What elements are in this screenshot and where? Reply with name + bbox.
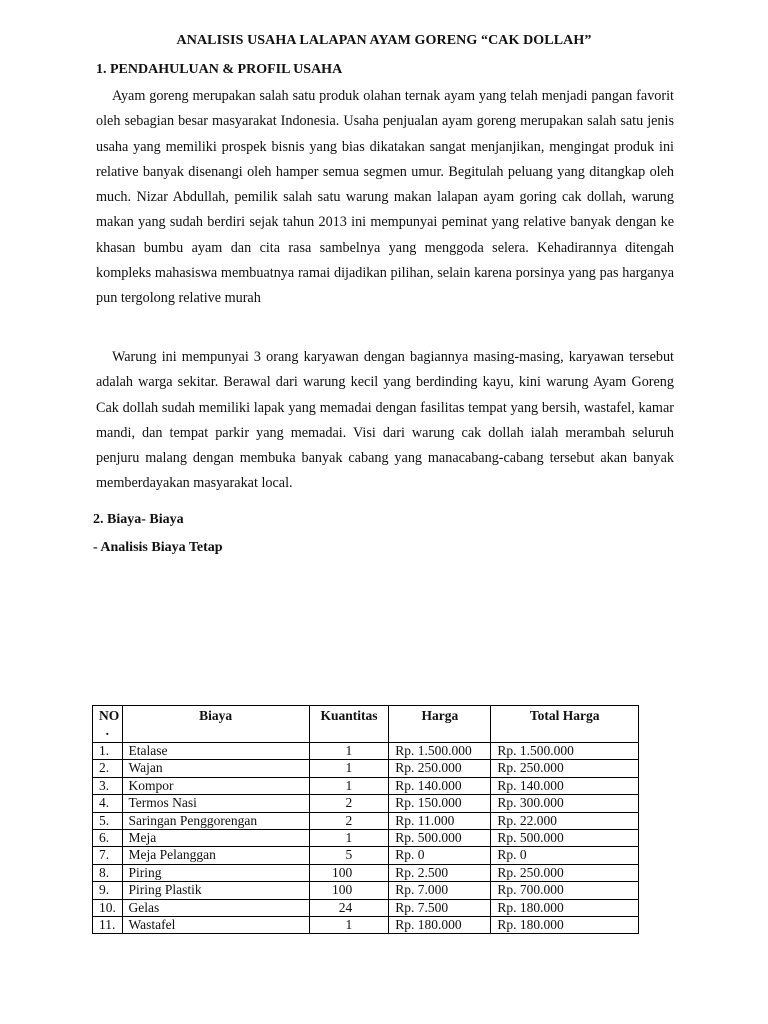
total-price-cell: Rp. 180.000 — [491, 899, 639, 916]
row-number-cell: 2. — [93, 760, 123, 777]
quantity-cell: 100 — [309, 882, 388, 899]
price-cell: Rp. 250.000 — [389, 760, 491, 777]
cost-item-cell: Saringan Penggorengan — [122, 812, 309, 829]
table-row — [93, 899, 639, 916]
quantity-cell: 1 — [309, 829, 388, 846]
quantity-cell: 1 — [309, 916, 388, 933]
quantity-cell: 2 — [309, 812, 388, 829]
total-price-cell: Rp. 180.000 — [491, 916, 639, 933]
cost-item-cell: Wastafel — [122, 916, 309, 933]
row-number-cell: 7. — [93, 847, 123, 864]
table-row — [93, 760, 639, 777]
table-row — [93, 847, 639, 864]
row-number-cell: 8. — [93, 864, 123, 881]
table-row — [93, 829, 639, 846]
price-cell: Rp. 180.000 — [389, 916, 491, 933]
table-row — [93, 882, 639, 899]
table-row — [93, 864, 639, 881]
section-1-heading: 1. PENDAHULUAN & PROFIL USAHA — [96, 62, 343, 77]
row-number-cell: 9. — [93, 882, 123, 899]
header-harga: Harga — [389, 706, 491, 743]
table-row — [93, 743, 639, 760]
row-number-cell: 10. — [93, 899, 123, 916]
total-price-cell: Rp. 22.000 — [491, 812, 639, 829]
cost-item-cell: Kompor — [122, 777, 309, 794]
quantity-cell: 100 — [309, 864, 388, 881]
total-price-cell: Rp. 250.000 — [491, 760, 639, 777]
total-price-cell: Rp. 140.000 — [491, 777, 639, 794]
header-no: NO . — [93, 706, 123, 743]
row-number-cell: 11. — [93, 916, 123, 933]
price-cell: Rp. 7.500 — [389, 899, 491, 916]
price-cell: Rp. 0 — [389, 847, 491, 864]
table-row — [93, 916, 639, 933]
fixed-cost-table — [92, 705, 639, 934]
cost-item-cell: Termos Nasi — [122, 795, 309, 812]
price-cell: Rp. 500.000 — [389, 829, 491, 846]
header-biaya: Biaya — [122, 706, 309, 743]
section-1-paragraph-1: Ayam goreng merupakan salah satu produk olahan ternak ayam yang telah menjadi pangan favorit oleh sebagian besar masyarakat Indonesia. Usaha penjualan ayam goreng merupakan salah satu jenis usaha yang memiliki prospek bisnis yang bias dikatakan sangat menjanjikan, mengingat produk ini relative banyak disenangi oleh hamper semua segmen umur. Begitulah peluang yang ditangkap oleh much. Nizar Abdullah, pemilik salah satu warung makan lalapan ayam goring cak dollah, warung makan yang sudah berdiri sejak tahun 2013 ini mempunyai peminat yang relative banyak dengan ke khasan bumbu ayam dan cita rasa sambelnya yang menggoda selera. Kehadirannya ditengah kompleks mahasiswa membuatnya ramai dijadikan pilihan, selain karena porsinya yang pas harganya pun tergolong relative murah — [96, 88, 674, 307]
header-total-harga: Total Harga — [491, 706, 639, 743]
row-number-cell: 4. — [93, 795, 123, 812]
quantity-cell: 2 — [309, 795, 388, 812]
price-cell: Rp. 2.500 — [389, 864, 491, 881]
table-body — [93, 743, 639, 934]
section-1-paragraph-2: Warung ini mempunyai 3 orang karyawan dengan bagiannya masing-masing, karyawan tersebut adalah warga sekitar. Berawal dari warung kecil yang berdinding kayu, kini warung Ayam Goreng Cak dollah sudah memiliki lapak yang memadai dengan fasilitas tempat yang bersih, wastafel, kamar mandi, dan tempat parkir yang memadai. Visi dari warung cak dollah ialah merambah seluruh penjuru malang dengan membuka banyak cabang yang manacabang-cabang tersebut akan banyak memberdayakan masyarakat local. — [96, 349, 674, 492]
table-row — [93, 777, 639, 794]
cost-item-cell: Meja Pelanggan — [122, 847, 309, 864]
row-number-cell: 5. — [93, 812, 123, 829]
quantity-cell: 1 — [309, 760, 388, 777]
cost-item-cell: Piring — [122, 864, 309, 881]
price-cell: Rp. 150.000 — [389, 795, 491, 812]
quantity-cell: 1 — [309, 743, 388, 760]
price-cell: Rp. 11.000 — [389, 812, 491, 829]
quantity-cell: 1 — [309, 777, 388, 794]
total-price-cell: Rp. 300.000 — [491, 795, 639, 812]
table-header-row — [93, 706, 639, 743]
total-price-cell: Rp. 1.500.000 — [491, 743, 639, 760]
cost-item-cell: Piring Plastik — [122, 882, 309, 899]
total-price-cell: Rp. 0 — [491, 847, 639, 864]
total-price-cell: Rp. 700.000 — [491, 882, 639, 899]
table-row — [93, 795, 639, 812]
cost-item-cell: Etalase — [122, 743, 309, 760]
cost-item-cell: Gelas — [122, 899, 309, 916]
row-number-cell: 6. — [93, 829, 123, 846]
row-number-cell: 1. — [93, 743, 123, 760]
price-cell: Rp. 1.500.000 — [389, 743, 491, 760]
row-number-cell: 3. — [93, 777, 123, 794]
cost-item-cell: Meja — [122, 829, 309, 846]
document-title: ANALISIS USAHA LALAPAN AYAM GORENG “CAK DOLLAH” — [176, 33, 592, 48]
total-price-cell: Rp. 250.000 — [491, 864, 639, 881]
quantity-cell: 5 — [309, 847, 388, 864]
quantity-cell: 24 — [309, 899, 388, 916]
table-row — [93, 812, 639, 829]
section-2-heading: 2. Biaya- Biaya — [93, 512, 184, 527]
price-cell: Rp. 140.000 — [389, 777, 491, 794]
cost-item-cell: Wajan — [122, 760, 309, 777]
fixed-cost-subheading: - Analisis Biaya Tetap — [93, 540, 223, 555]
header-kuantitas: Kuantitas — [309, 706, 388, 743]
total-price-cell: Rp. 500.000 — [491, 829, 639, 846]
price-cell: Rp. 7.000 — [389, 882, 491, 899]
